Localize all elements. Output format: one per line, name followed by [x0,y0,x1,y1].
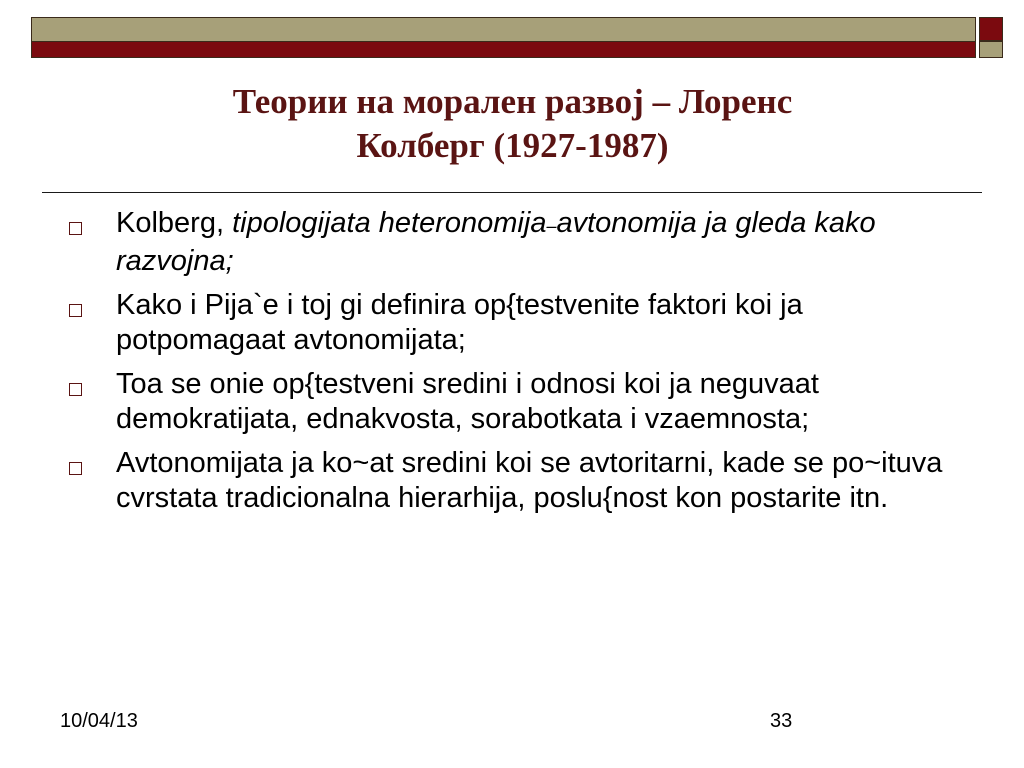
bullet-4-text: Avtonomijata ja ko~at sredini koi se avtoritarni, kade se po~ituva cvrstata tradicionalna hierarhija, poslu{nost kon postarite itn. [116,447,943,514]
footer-date: 10/04/13 [60,710,138,732]
slide-title [60,80,965,168]
square-bullet-icon [69,304,82,317]
header-corner-square-bottom [979,41,1003,58]
bullet-item-3 [66,367,976,437]
header-corner-square-top [979,17,1003,41]
bullet-item-2 [66,288,976,358]
bullet-2-text: Kako i Pija`e i toj gi definira op{testvenite faktori koi ja potpomagaat avtonomijata; [116,289,803,356]
slide-title-line-1: Теории на морален развој – Лоренс [232,82,793,121]
bullet-1-lead: Kolberg, [116,207,233,239]
square-bullet-icon [69,462,82,475]
header-maroon-stripe [32,42,975,58]
title-divider [42,192,982,193]
footer-page-number: 33 [770,710,793,732]
bullet-list [66,206,976,525]
header-olive-stripe [32,18,975,42]
slide-title-line-2: Колберг (1927-1987) [356,126,669,165]
bullet-3-text: Toa se onie op{testveni sredini i odnosi koi ja neguvaat demokratijata, ednakvosta, sorabotkata i vzaemnosta; [116,368,819,435]
header-decor-bar [31,17,976,58]
bullet-item-1 [66,206,976,279]
bullet-1-italic-a: tipologijata heteronomija [232,207,547,239]
square-bullet-icon [69,222,82,235]
bullet-1-dash: – [546,216,557,236]
bullet-1-italic-b: avtonomija ja gleda kako razvojna; [116,207,876,277]
bullet-item-4 [66,446,976,516]
square-bullet-icon [69,383,82,396]
